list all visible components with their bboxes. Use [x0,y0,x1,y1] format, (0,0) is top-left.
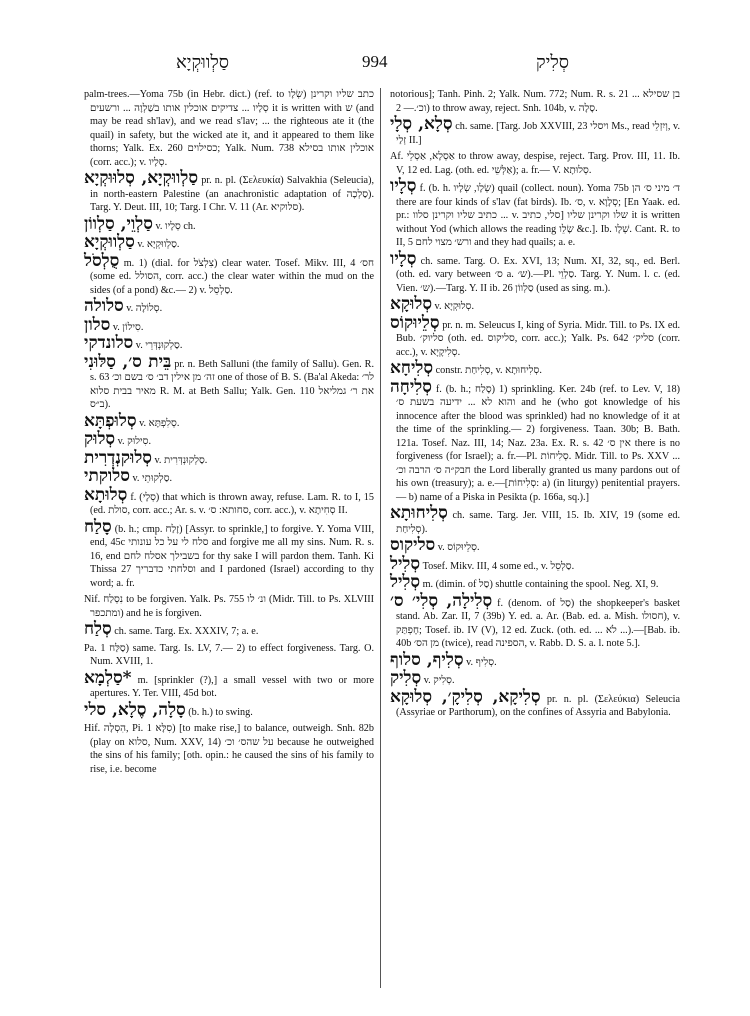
entry-text: v. סִילוּק. [117,436,151,447]
dictionary-entry [390,294,680,314]
entry-text: v. סְלִיף. [466,656,497,668]
dictionary-entry [84,333,374,353]
column-divider [380,88,381,988]
entry-text: Tosef. Mikv. III, 4 some ed., v. סַלְסֵל. [422,560,575,572]
entry-text: palm-trees.—Yoma 75b (in Hebr. dict.) (ref. to שְׂלָו) כתב שליו וקרינן סְלָיו ... צדיקים אוכלין אותו בשַׁלְוָה ... ורשעים it is written with ש (and may be read sh'lav), and we read s'lav; ... the righteous ate it (the quail) in safety, but the wicked ate it, and it appeared to them like thorns; Yalk. Ex. 260 כסילוים; Yalk. Num. 738 אוכלין אותו בסילא (corr. acc.); v. סְלָיו. [84,89,374,168]
dictionary-entry [390,686,681,720]
dictionary-entry [84,410,374,431]
entry-headword: סַלְוֵי, סַלְווֹן [84,213,153,234]
dictionary-entry [84,213,374,234]
dictionary-entry [84,722,374,776]
dictionary-entry [84,516,375,591]
entry-headword: סליקוס [390,535,436,555]
entry-headword: סַלְווּקְיָא, סְלוּוּקְיָא [84,168,199,188]
entry-text: v. סַלְקוּנְדְּרֵי. [135,340,183,351]
dictionary-entry [390,572,680,592]
entry-text: Nif. נִסְלַח to be forgiven. Yalk. Ps. 755 ונ׳ לו (Midr. Till. to Ps. XLVIII ומתכפר) and he is forgiven. [84,594,374,619]
entry-headword: סְלִיחָה [390,376,432,397]
entry-headword: סלונדקי [84,333,134,353]
entry-text: m. (dimin. of סַל) shuttle containing the spool. Neg. XI, 9. [422,579,659,590]
entry-headword: סְלֵיוּקוֹס [390,312,440,333]
entry-text: notorious]; Tanh. Pinh. 2; Yalk. Num. 772; Num. R. s. 21 ... בן שסילא וכ׳.— 2) to throw away, reject. Snh. 104b, v. סָלָה. [390,89,680,114]
dictionary-entry [390,248,681,296]
dictionary-entry [84,232,374,252]
entry-headword: סְלִילָה, סְלִי׳ ס׳ [390,590,493,611]
entry-headword: סְלִיל [390,553,421,574]
dictionary-entry [84,619,374,639]
entry-text: ch. same. [Targ. Job XXVIII, 23 ויסלי Ms., read וְיִזְלֵי, v. זְלַי II.] [396,121,680,146]
dictionary-entry [390,503,681,536]
entry-headword: סְלִיק [390,668,422,688]
dictionary-entry [390,590,681,651]
dictionary-entry [84,250,375,298]
entry-headword: סְלוּתָא [84,484,128,505]
dictionary-entry [84,447,374,468]
entry-text: ch. same. Targ. Jer. VIII, 15. Ib. XIV, 19 (some ed. סְלִיחַת). [396,510,681,535]
entry-text: Pa. סַלַּח 1) same. Targ. Is. LV, 7.— 2) to effect forgiveness. Targ. O. Num. XVIII, 1. [84,642,375,667]
entry-headword: סְלִיחוּתָא [390,503,448,523]
entry-headword: סלוקתי [84,466,130,486]
dictionary-entry [390,535,680,555]
header-right-guideword: סְלִיק [536,52,570,73]
dictionary-entry [390,150,680,177]
entry-headword: סְלָיו [390,176,417,196]
entry-text: m. 1) (dial. for צִלְצֹל) clear water. Tosef. Mikv. III, 4 חס׳ (some ed. הסולל, corr. acc.) the clear water within the mud on the sides (of a pond) &c.— 2) v. סַלְסֵל. [90,257,375,296]
entry-text: constr. סְלִיחַת, v. סְלִיחוּתָא. [435,365,542,376]
entry-text: v. סִילוֹן. [112,321,144,333]
entry-headword: סלון [84,314,111,335]
dictionary-entry [84,88,374,169]
entry-text: pr. n. pl. (Σελευκία) Salvakhia (Seleucia), in north-eastern Palestine (an anachronistic adaptation of סַלְכָה). Targ. Y. Deut. III, 10; Targ. I Chr. V. 11 (Ar. סלוקיא). [90,175,375,213]
dictionary-entry [390,176,681,250]
dictionary-entry [84,466,374,486]
entry-headword: סְלוּק [84,429,116,449]
entry-text: ch. same. Targ. O. Ex. XVI, 13; Num. XI, 32, sq., ed. Berl. (oth. ed. vary between ס׳ a. ש׳).—Pl. סַלְוֵי. Targ. Y. Num. l. c. (ed. Vien. ש׳).—Targ. Y. II ib. 26 סַלְווֹן (used as sing. m.). [396,255,681,294]
entry-text: (b. h.; cmp. זָלַח) [Assyr. to sprinkle,] to forgive. Y. Yoma VIII, end, 45c סלח לי על כל עונותי and forgive me all my sins. Num. R. s. 16, end בשבילך אסלח לחם for thy sake I will pardon them. Tanh. Ki Thissa 27 וסלחתי כדבריך and I pardoned (Israel) according to thy word; a. fr. [90,523,375,589]
entry-text: f. (b. h. שְׂלָו, שְׂלָיו) quail (collect. noun). Yoma 75b ד׳ מיני ס׳ הן there are four kinds of s'lav (fat birds). Ib. ס׳, v. סְלָוָא; [En Yaak. ed. pr.: כתיב שליו וקרינן סלוו ... v. סלי, כתיב] שלו וקרינן שליו it is written without Yod (which allows the reading שָׂלֵו &c.]. Ib. שְׁלָו. Cant. R. to II, 5 ורש׳ מצוי לחם and they had quails; a. e. [396,183,681,248]
entry-headword: סֻלְסֹל [84,250,120,271]
entry-text: v. סַלְווּקְיָא. [137,239,180,250]
dictionary-entry [390,376,681,505]
entry-text: ch. same. Targ. Ex. XXXIV, 7; a. e. [114,626,259,637]
entry-headword: סְלַח [84,619,112,639]
header-left-guideword: סַלְווּקְיָא [176,52,230,73]
right-column [390,88,680,723]
entry-text: Hif. הִסְלָה, Pi. סִלָּא 1) [to make rise,] to balance, outweigh. Snh. 82b (play on סלוא, Num. XXV, 14) על שהס׳ וכ׳ because he outweighed the sins of his family; [oth. opin.: he caused the sins of his family to rise, i.e. become [84,723,374,775]
entry-headword: בֵּית ס׳, סַלּוּנִי [84,351,172,372]
dictionary-entry [84,642,374,669]
entry-text: v. סַלְקוּנְדְּרִית. [154,454,208,466]
entry-headword: סְלָיו [390,248,417,269]
entry-headword: סְלִיף, סלוף [390,649,464,670]
entry-headword: סְלוּקָא [390,294,432,314]
entry-headword: *סַלְמָא [84,667,132,688]
dictionary-entry [84,351,375,412]
entry-text: v. סְלוֹלָה. [126,303,163,314]
entry-headword: סְלִיחָא [390,358,434,378]
entry-text: v. סְלָיו ch. [155,220,196,232]
dictionary-entry [390,114,680,147]
dictionary-entry [390,668,680,688]
dictionary-entry [84,429,374,449]
dictionary-entry [390,553,680,574]
page-number: 994 [362,52,388,71]
entry-text: Af. אַסְלָא, אַסְלֵי to throw away, despise, reject. Targ. Prov. III, 11. Ib. V, 12 ed. Lag. (oth. ed. אַלְּשֵׁי); a. fr.— V. סְלוּתָא. [390,151,681,176]
entry-headword: סְלִיל [390,572,421,592]
entry-headword: סָלַח [84,516,112,537]
dictionary-entry [84,593,374,620]
entry-text: v. סְלֵיוּקוֹס. [437,542,480,553]
dictionary-entry [390,358,680,378]
dictionary-entry [84,314,374,335]
entry-headword: סְלוּקנְדְרִית [84,447,152,468]
page-header [86,52,686,78]
entry-text: f. (סְלָי) that which is thrown away, refuse. Lam. R. to I, 15 (ed. סולת, corr. acc.; Ar. s. v. סחותא: ס׳, corr. acc.), v. סְחִיתָא II. [90,491,374,516]
dictionary-entry [84,699,374,720]
entry-text: v. סְלִיק. [423,675,455,686]
dictionary-entry [390,649,680,670]
entry-text: pr. n. m. Seleucus I, king of Syria. Midr. Till. to Ps. IX ed. Bub. סליוק׳ (oth. ed. סליקוס, corr. acc.); Yalk. Ps. 642 סליק׳ (corr. acc.), v. סְלִיקָיָא. [396,319,681,358]
dictionary-entry [84,168,375,215]
dictionary-entry [84,667,375,701]
dictionary-entry [390,88,680,115]
entry-text: m. [sprinkler (?),] a small vessel with two or more apertures. Y. Ter. VIII, 45d bot. [90,674,375,699]
entry-headword: סלולה [84,296,124,316]
entry-text: f. (b. h.; סָלַח) 1) sprinkling. Ker. 24b (ref. to Lev. V, 18) והוא לא ... ידיעה בשעת ס׳ and he (who got knowledge of his innocence after the blood was sprinkled) had no knowledge of it at the time of the sprinkling.— 2) forgiveness. Taan. 30b; B. Bath. 121a. Tosef. Naz. III, 14; Naz. 23a. Ex. R. s. 42 אין ס׳ there is no forgiveness (for Israel); a. fr.—Pl. סְלִיחוֹת. Midr. Till. to Ps. XXV ... חבק״ה ס׳ הרבה וכ׳ the Lord liberally granted us many pardons out of his own (treasury); a. e.—[סְלִיחוֹת: a) (in liturgy) penitential prayers.— b) name of a Piska in Pesikta (p. 166a, sq.).] [396,383,681,503]
entry-headword: סְלִיקָא, סְלִיקָ׳, סְלוּקָא [390,686,541,707]
entry-text: f. (denom. of סַל) the shopkeeper's basket stand. Ab. Zar. II, 7 (39b) Y. ed. a. Ar. (Bab. ed. a. Mish. חסולו), v. חָפְתַּק; Tosef. ib. IV (V), 12 ed. Zuck. (oth. ed. ... לֹא ...).—[Bab. ib. 40b מן הס׳ (twice), read הספינה, v. Rabb. D. S. a. l. note 5.]. [396,597,681,649]
left-column [84,88,374,779]
dictionary-entry [390,312,681,360]
entry-headword: סְלוּפְתָּא [84,410,137,431]
entry-text: v. סְלוּקְיָא. [434,301,475,312]
entry-text: pr. n. Beth Salluni (the family of Sallu). Gen. R. s. 63 זה׳ מן אילין דב׳ ס׳ בשם וכ׳ one of those of B. S. (Ba'al Akeda: לר׳ מאיר בבית סלוא R. M. at Beth Sallu; Yalk. Gen. 110 את ר׳ גמליאל ב״ס). [90,358,375,410]
entry-headword: סַלְווּקְיָא [84,232,135,252]
dictionary-entry [84,484,374,518]
entry-text: (b. h.) to swing. [188,706,253,718]
entry-text: v. סַלְקוּתֵי. [132,473,173,484]
entry-text: pr. n. pl. (Σελεύκια) Seleucia (Assyriae or Parthorum), on the confines of Assyria and Babylonia. [396,693,681,718]
entry-headword: סְלָא, סְלָי [390,114,453,134]
dictionary-entry [84,296,374,316]
entry-text: v. סְלִפְתָּא. [139,417,180,429]
entry-headword: סָלָה, סֶלָא, סלי [84,699,186,720]
